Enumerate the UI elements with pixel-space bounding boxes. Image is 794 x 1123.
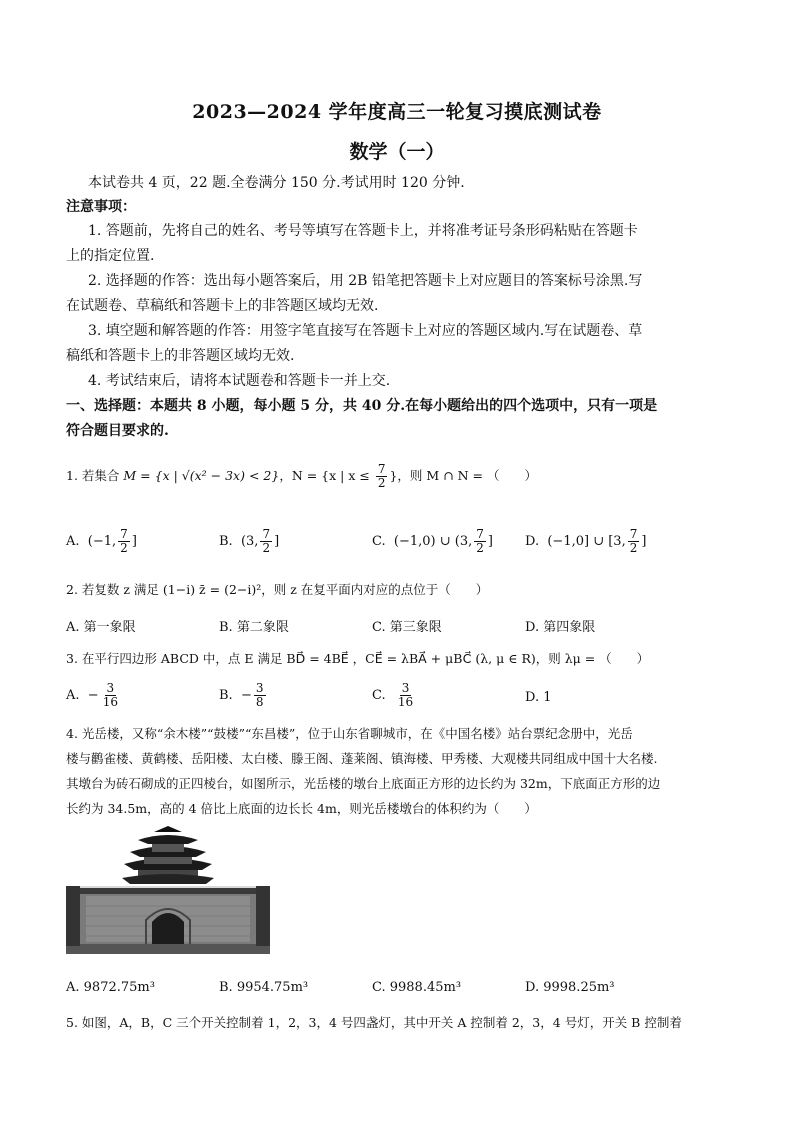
question-4-line: 楼与鹳雀楼、黄鹤楼、岳阳楼、太白楼、滕王阁、蓬莱阁、镇海楼、甲秀楼、大观楼共同组成中国十大名楼. bbox=[66, 751, 658, 766]
q1-option-d[interactable]: D. (−1,0] ∪ [3, $\frac{7}{2}$ ] bbox=[525, 527, 647, 555]
q1-option-c[interactable]: C. (−1,0) ∪ (3, $\frac{7}{2}$ ] bbox=[372, 527, 493, 555]
q1-option-a[interactable]: A. (−1, $\frac{7}{2}$ ] bbox=[66, 527, 137, 555]
guangyue-tower-image bbox=[66, 826, 270, 954]
q1-set-n: ，N = {x | x ≤ bbox=[279, 468, 374, 483]
q2-option-b[interactable]: B. 第二象限 bbox=[219, 620, 289, 635]
question-4-line: 其墩台为砖石砌成的正四棱台，如图所示，光岳楼的墩台上底面正方形的边长约为 32m，下底面正方形的边 bbox=[66, 776, 661, 791]
notice-line: 4. 考试结束后，请将本试题卷和答题卡一并上交. bbox=[88, 373, 391, 389]
q4-option-b[interactable]: B. 9954.75m³ bbox=[219, 980, 309, 995]
notice-heading: 注意事项： bbox=[66, 199, 136, 215]
q2-option-d[interactable]: D. 第四象限 bbox=[525, 620, 596, 635]
notice-line: 1. 答题前，先将自己的姓名、考号等填写在答题卡上，并将准考证号条形码粘贴在答题卡 bbox=[88, 223, 638, 239]
notice-line: 3. 填空题和解答题的作答：用签字笔直接写在答题卡上对应的答题区域内.写在试题卷、草 bbox=[88, 323, 643, 339]
q3-option-b[interactable]: B. − $\frac{3}{8}$ bbox=[219, 681, 264, 709]
notice-line: 上的指定位置. bbox=[66, 248, 155, 264]
question-5: 5. 如图，A，B，C 三个开关控制着 1，2，3，4 号四盏灯，其中开关 A 控制着 2，3，4 号灯，开关 B 控制着 bbox=[66, 1015, 682, 1030]
q3-option-d[interactable]: D. 1 bbox=[525, 690, 552, 705]
notice-line: 2. 选择题的作答：选出每小题答案后，用 2B 铅笔把答题卡上对应题目的答案标号涂黑.写 bbox=[88, 273, 643, 289]
q1-suffix: }，则 M ∩ N = （ ） bbox=[389, 468, 537, 483]
q1-option-b[interactable]: B. (3, $\frac{7}{2}$ ] bbox=[219, 527, 280, 555]
q2-option-c[interactable]: C. 第三象限 bbox=[372, 620, 442, 635]
q1-set-m: M = {x | √(x² − 3x) < 2} bbox=[123, 468, 280, 483]
page-subtitle: 数学（一） bbox=[349, 141, 445, 163]
q3-option-c[interactable]: C. $\frac{3}{16}$ bbox=[372, 681, 414, 709]
question-1 bbox=[66, 463, 537, 490]
question-2: 2. 若复数 z 满足 (1−i) z̄ = (2−i)²，则 z 在复平面内对应的点位于（ ） bbox=[66, 582, 489, 597]
q1-fraction: $\frac{7}{2}$ bbox=[377, 462, 386, 490]
notice-line: 在试题卷、草稿纸和答题卡上的非答题区域均无效. bbox=[66, 298, 379, 314]
section-heading: 一、选择题：本题共 8 小题，每小题 5 分，共 40 分.在每小题给出的四个选项中，只有一项是 bbox=[66, 398, 658, 414]
q2-option-a[interactable]: A. 第一象限 bbox=[66, 620, 136, 635]
notice-line: 稿纸和答题卡上的非答题区域均无效. bbox=[66, 348, 295, 364]
q1-prefix: 1. 若集合 bbox=[66, 468, 120, 483]
intro-text: 本试卷共 4 页，22 题.全卷满分 150 分.考试用时 120 分钟. bbox=[88, 175, 465, 191]
question-4-line: 长约为 34.5m，高的 4 倍比上底面的边长长 4m，则光岳楼墩台的体积约为（ ） bbox=[66, 801, 537, 816]
q4-option-a[interactable]: A. 9872.75m³ bbox=[66, 980, 155, 995]
q4-option-d[interactable]: D. 9998.25m³ bbox=[525, 980, 615, 995]
question-3: 3. 在平行四边形 ABCD 中，点 E 满足 BD⃗ = 4BE⃗ ，CE⃗ = λBA⃗ + μBC⃗ (λ, μ ∈ R)，则 λμ = （ ） bbox=[66, 651, 650, 666]
q3-option-a[interactable]: A. − $\frac{3}{16}$ bbox=[66, 681, 118, 709]
page-title: 2023—2024 学年度高三一轮复习摸底测试卷 bbox=[192, 101, 602, 123]
question-4-line: 4. 光岳楼，又称“余木楼”“鼓楼”“东昌楼”，位于山东省聊城市，在《中国名楼》站台票纪念册中，光岳 bbox=[66, 726, 633, 741]
section-heading: 符合题目要求的. bbox=[66, 423, 169, 439]
q4-option-c[interactable]: C. 9988.45m³ bbox=[372, 980, 462, 995]
